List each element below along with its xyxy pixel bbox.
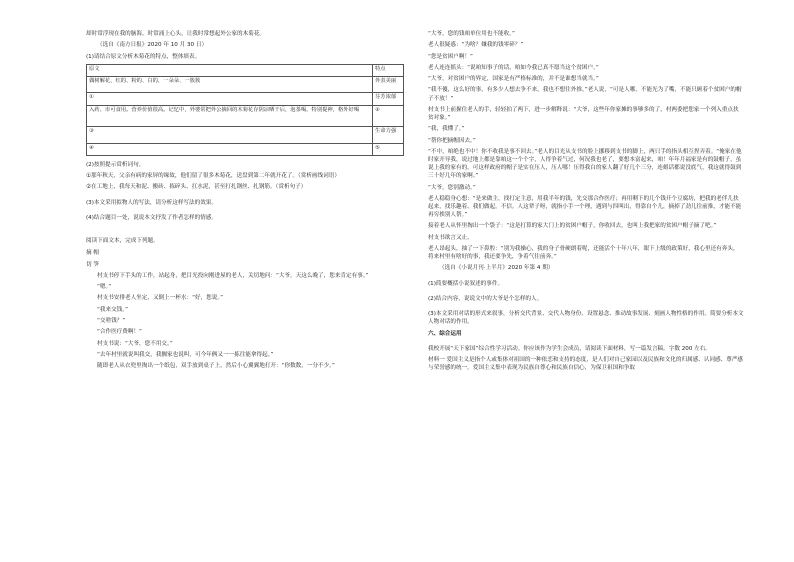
section-heading: 六、综合运用 (428, 330, 462, 337)
story-paragraph: 老人很疑惑：“为啥？嫌我的钱零碎？” (428, 42, 524, 49)
story-paragraph: 村支书说：“大爷，您不用交。” (97, 340, 173, 347)
question: (2)按照提示赏析词句。 (86, 161, 145, 168)
table-cell: ① (87, 92, 373, 105)
table-cell: ④ (87, 143, 373, 155)
table-cell: 芬芳浓郁 (373, 92, 404, 105)
source-note: （选自《南方日报》2020 年 10 月 30 日） (97, 42, 208, 49)
story-paragraph: 村支书上前握住老人的手，轻轻拍了两下，进一步解释说：“大爷，这些年你家摊的事够多的了，村两委把您家一个列入重点扶贫对象。” (428, 106, 739, 121)
source-note: （选自《小说月刊·上半月》2020 年第 4 期） (439, 265, 554, 272)
story-paragraph: “交啥钱？” (97, 318, 126, 325)
question: ②在工地上，我每天和泥、搬砖、拣碎头、扛水泥，甚至打扎钢丝、扎钢筋。（赏析句子） (86, 184, 307, 191)
story-paragraph: “我来交钱。” (97, 306, 128, 313)
table-cell: ② (373, 105, 404, 126)
story-paragraph: “大爷，您别激动。” (428, 184, 476, 191)
story-paragraph: “帮你把摘帽因去。” (428, 137, 476, 144)
story-paragraph: 村支书安排老人坐定，又倒上一杯水：“好，您说。” (97, 295, 224, 302)
table-row (87, 126, 404, 143)
story-paragraph: “不中，咱绝也不中！你不收我是事不回去。”老人的目光从支书的脸上挪移到支书的脚上，两只手的指头相互捏弄着。“俺家在他时家开导我，说过地上都是靠咱这一个个字，人得争着气过，何况我也老了，要想本富起来，咱！年年月福家是有的鼓帽子，虽说上我的家有的，可这样政府的帽子是实在压人，压人哪！压得我白的家人翻了好几个三分，连蛆话都说没底气，我这就得鼓到三十好几年的家啊。” (428, 148, 742, 180)
story-paragraph: 村支书停下手头的工作，站起身，把目光投向刚进屋的老人，关切地问：“大爷，天这么晚了，您来肯定有事。” (97, 272, 369, 279)
story-paragraph: 接着老人从怀里掏出一个袋子：“这是打算的家大门上的贫困户帽子，你收回去，也叫上我把家的贫困户帽子摘了吧。” (428, 223, 717, 230)
table-row (87, 92, 404, 105)
story-paragraph: 老人稳稳身心想：“是来做主，找打定主意，用我半年的钱，先交那合作医疗；再用剩下的几个钱开个豆腐坊，把我的老伴儿扶起来，找乐趣着、我们做起。不信。人这辈子呀，就指小手一个理，遇到与四叫出，得靠自个儿，摘掉了劲儿往前推，才能不能再穷挨别人帮。” (428, 195, 742, 219)
feature-table (86, 64, 404, 156)
story-paragraph: 老人昂起头，抽了一下鼻腔：“别为我操心，我的身子骨硬朗着呢，还能活个十年八年，眼下上级的政策好，我心里还有奔头，将来村里有啥好的事，我还要争先，争着气往前奔。” (428, 245, 739, 261)
story-paragraph: “我不傻，这么好的事，有多少人想去争不来，我也不想往外推。”老人说，“可是人哪，不能光为了嘴，不能只顾着个贫困户的帽子不放！” (428, 87, 742, 102)
table-cell: 入药、市可食用。营养价值很高。记忆中，外婆常把外公摘回的木菊花存阴凉晒干后，泡茶喝，特别提神，格外好喝 (87, 105, 373, 126)
question: (3)本文采用拟物人的写法，请分析这样写法的效果。 (86, 199, 217, 206)
story-paragraph: 村支书欲言又止。 (428, 234, 473, 241)
story-paragraph: 老人连连摇头：“说咱知事子的话，咱如今我已真不愿当这个贫困户。” (428, 64, 599, 71)
story-paragraph: “嗯。” (97, 284, 112, 291)
table-cell: 外表美丽 (373, 76, 404, 92)
story-paragraph: 随即老人从衣兜里掏出一个纸包，双手放到桌子上，然后小心翼翼地打开：“你数数，一分不少。” (97, 363, 335, 370)
table-header-cell: 特点 (373, 64, 404, 76)
question: (1)请结合原文分析木菊花的特点，整体填表。 (86, 53, 201, 60)
question: (1)简要概括小说叙述的事件。 (428, 280, 504, 287)
question: (3)本文采用对话的形式来叙事，分析交代背景、交代人物身份、设置悬念、推动故事发展、刻画人物性格的作用。简要分析本文人物对话的作用。 (428, 311, 744, 326)
question: ①那年秋天，父亲有病的家屏的缘故，他们留了很多木菊花，送盘到第二年就开花了。（赏析画线词语） (86, 173, 340, 180)
story-author: 切 笋 (86, 261, 99, 268)
text-line: 却时常浮现在我的脑海，时常涌上心头，让我时常想起外公家的木菊花。 (86, 31, 266, 37)
reading-instruction: 阅读下面文本，完成下列题。 (86, 238, 159, 245)
left-column (86, 30, 404, 374)
table-header-cell: 原文 (87, 64, 373, 76)
question: (2)结合内容，说说文中的大爷是个怎样的人。 (428, 295, 543, 302)
right-column (428, 30, 744, 376)
story-paragraph: “大爷，对贫困户的界定，国家是有严格标准的，并不是谁想当就当。” (428, 76, 599, 83)
prompt-paragraph: 我校开展“天下家国”综合性学习活动。你应该作为学生会成员，请阅读下面材料，写一篇发言稿。字数 200 左右。 (428, 345, 711, 352)
story-paragraph: “您是贫困户啊！” (428, 53, 473, 60)
table-row (87, 76, 404, 92)
table-cell: ③ (87, 126, 373, 143)
prompt-paragraph: 材料一 爱国主义是指个人或集体对祖国的一种依恋和支持的态度，是人们对自己家园以及民族和文化的归属感、认同感、尊严感与荣誉感的统一。爱国主义集中表现为民族自尊心和民族自信心，为保卫祖国和争取 (428, 357, 744, 372)
table-cell: 偶树解花，红的、粉的、白的，一朵朵、一簇簇 (87, 76, 373, 92)
story-title: 摘 帽 (86, 250, 99, 257)
story-paragraph: “大爷，您的钱咱单位用也不能收。” (428, 31, 515, 37)
story-paragraph: “去年村里就说叫我交，我搁家也说叫，可今年俩又一一拣往能拿得起。” (97, 351, 274, 358)
question: (4)结合题目一处，说说本文抒发了作者怎样的情感。 (86, 215, 217, 222)
table-header-row (87, 64, 404, 76)
table-cell: ⑤ (373, 143, 404, 155)
table-row (87, 143, 404, 155)
table-row (87, 105, 404, 126)
story-paragraph: “我，我懂了。” (428, 126, 465, 133)
story-paragraph: “合作医疗费啊！” (97, 329, 142, 336)
table-cell: 生命力强 (373, 126, 404, 143)
